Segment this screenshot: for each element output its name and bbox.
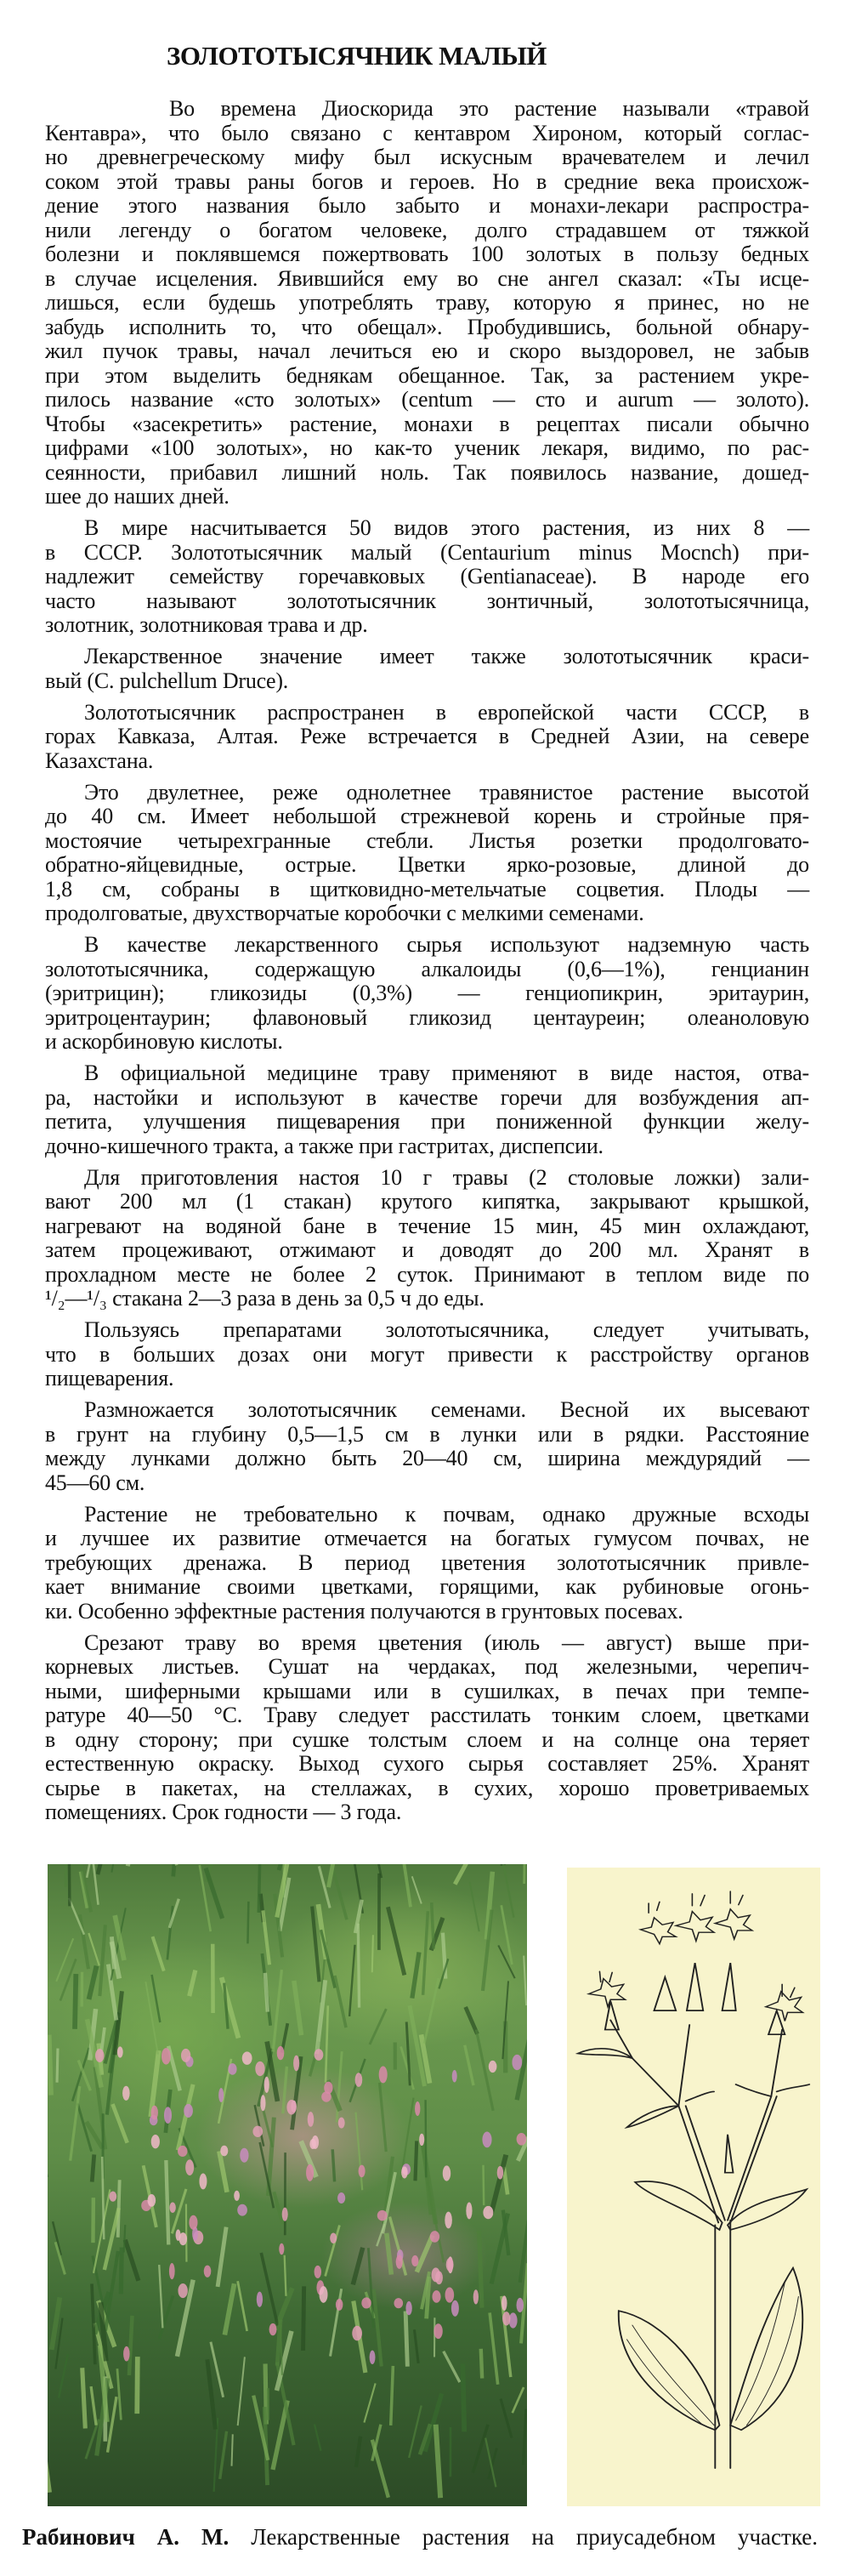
grass-blade: [219, 2151, 227, 2192]
grass-blade: [117, 2368, 121, 2420]
centaury-line-drawing: [567, 1868, 820, 2506]
text-line: дочно-кишечного тракта, а также при гастритах, диспепсии.: [45, 1133, 604, 1158]
text-line: Растение не требовательно к почвам, однако дружные всходы: [84, 1501, 809, 1527]
grass-blade: [137, 2357, 138, 2414]
pink-flower: [312, 2135, 319, 2149]
text-line: цифрами «100 золотых», но как-то ученик лекаря, видимо, по рас-: [45, 435, 809, 460]
pink-flower: [279, 2243, 284, 2255]
text-line: ¹/₂—¹/₃ стакана 2—3 раза в день за 0,5 ч до еды.: [45, 1286, 484, 1311]
grass-blade: [416, 2235, 433, 2272]
pink-flower: [228, 2063, 236, 2075]
pink-flower: [314, 2049, 324, 2061]
text-line: в СССР. Золототысячник малый (Centaurium minus Mocnch) при-: [45, 539, 809, 565]
text-line: и лучшее их развитие отмечается на богатых гумусом почвах, не: [45, 1526, 809, 1550]
paragraph: [45, 781, 809, 926]
grass-blade: [190, 1970, 196, 1996]
text-line: обратно-яйцевидные, острые. Цветки ярко-розовые, длиной до: [45, 852, 809, 877]
grass-blade: [159, 2265, 162, 2328]
text-line: вый (C. pulchellum Druce).: [45, 668, 289, 693]
grass-blade: [112, 2104, 127, 2143]
pink-flower: [269, 2323, 277, 2335]
grass-blade: [273, 1970, 281, 2052]
text-line: затем процеживают, отжимают и доводят до 200 мл. Хранят в: [45, 1237, 809, 1262]
pink-flower: [320, 2286, 328, 2303]
paragraph: [45, 1166, 809, 1311]
grass-blade: [238, 2357, 245, 2425]
text-line: эритроцентаурин; флавоновый гликозид центауреин; олеаноловую: [45, 1004, 809, 1030]
grass-blade: [412, 1876, 422, 1903]
plant-illustration: [567, 1868, 820, 2506]
text-line: между лунками должно быть 20—40 см, ширина междурядий —: [45, 1446, 809, 1470]
text-line: естественную окраску. Выход сухого сырья составляет 25%. Хранят: [45, 1751, 809, 1776]
grass-blade: [337, 2051, 342, 2122]
text-line: пищеварения.: [45, 1366, 174, 1390]
text-line: но древнегреческому мифу был искусным врачевателем и лечил: [45, 145, 809, 169]
grass-blade: [455, 1864, 469, 1885]
pink-flower: [151, 2106, 158, 2120]
grass-blade: [353, 2248, 363, 2285]
grass-blade: [71, 2086, 80, 2161]
text-line: до 40 см. Имеет небольшой стрежневой корень и стройные пря-: [45, 804, 809, 828]
grass-blade: [513, 2387, 524, 2413]
pink-flower: [293, 2056, 299, 2072]
pink-flower: [255, 2061, 264, 2076]
grass-blade: [166, 2160, 168, 2244]
grass-blade: [108, 2397, 117, 2452]
branch-leaves: [578, 2049, 809, 2128]
text-line: В качестве лекарственного сырья используют надземную часть: [84, 932, 809, 957]
grass-blade: [335, 1976, 346, 2027]
pink-flower: [184, 2104, 193, 2118]
text-line: и аскорбиновую кислоты.: [45, 1029, 283, 1054]
grass-blade: [356, 2113, 363, 2191]
pink-flower: [204, 2266, 212, 2277]
pink-flower: [95, 2049, 104, 2062]
text-line: дение этого названия было забыто и монахи-лекари распростра-: [45, 193, 809, 218]
pink-flower: [179, 2232, 187, 2245]
grass-blade: [414, 2329, 418, 2363]
grass-blade: [265, 1973, 268, 2012]
grass-blade: [326, 2005, 328, 2082]
text-line: нагревают на водяной бане в течение 15 мин, 45 мин охлаждают,: [45, 1213, 809, 1238]
grass-blade: [283, 2067, 287, 2113]
pink-flower: [419, 2134, 424, 2146]
grass-blade: [524, 1956, 526, 2006]
pink-flower: [451, 2300, 459, 2317]
grass-blade: [232, 2434, 233, 2465]
pink-flower: [234, 2191, 240, 2201]
pink-flower: [330, 2233, 337, 2243]
pink-flower: [257, 2292, 263, 2307]
grass-blade: [479, 2231, 482, 2308]
grass-blade: [332, 2149, 334, 2181]
grass-blade: [465, 2045, 473, 2085]
page-title: ЗОЛОТОТЫСЯЧНИК МАЛЫЙ: [167, 41, 547, 71]
grass-blade: [129, 2316, 133, 2375]
main-stem: [715, 2221, 730, 2468]
grass-blade: [152, 1936, 163, 1970]
pink-flower: [242, 2051, 252, 2064]
text-line: корневых листьев. Сушат на чердаках, под железными, черепич-: [45, 1654, 809, 1679]
grass-blade: [358, 1924, 359, 2008]
grass-blade: [59, 2354, 68, 2398]
branch-left: [678, 2025, 724, 2223]
text-line: в случае исцеления. Явившийся ему во сне ангел сказал: «Ты исце-: [45, 265, 809, 291]
pink-flower: [370, 2351, 376, 2364]
text-line: ратуре 40—50 °C. Траву следует расстилать тонким слоем, цветками: [45, 1703, 809, 1727]
grass-blade: [470, 1882, 479, 1931]
pink-flower: [466, 2203, 472, 2220]
text-line: в грунт на глубину 0,5—1,5 см в лунки или в рядки. Расстояние: [45, 1421, 809, 1447]
text-line: сырье в пакетах, на стеллажах, в сухих, хорошо проветриваемых: [45, 1775, 809, 1800]
text-line: вают 200 мл (1 стакан) крутого кипятка, закрывают крышкой,: [45, 1189, 809, 1214]
pink-flower: [169, 2203, 175, 2213]
text-line: что в больших дозах они могут привести к расстройству органов: [45, 1341, 809, 1367]
pink-flower: [237, 2204, 247, 2216]
text-line: забудь исполнить то, что обещал». Пробудившись, больной обнару-: [45, 314, 809, 339]
pink-flower: [432, 2290, 440, 2303]
photo-grass-texture: [48, 1864, 527, 2506]
grass-blade: [491, 2155, 506, 2214]
grass-blade: [111, 1864, 124, 1873]
text-line: при этом выделить беднякам обещанное. Так, за растением укре-: [45, 362, 809, 388]
text-line: жил пучок травы, начал лечиться ею и скоро выздоровел, не забыв: [45, 338, 809, 363]
pink-flower: [396, 2255, 403, 2269]
grass-blade: [387, 2233, 392, 2275]
text-line: продолговатые, двухстворчатые коробочки с мелкими семенами.: [45, 901, 644, 925]
grass-blade: [65, 1864, 66, 1887]
pink-flower: [502, 2312, 510, 2325]
text-line: нили легенду о богатом человеке, долго страдавшем от тяжкой: [45, 217, 809, 242]
grass-blade: [462, 2363, 464, 2431]
grass-blade: [89, 1966, 97, 1999]
pink-flower: [415, 2101, 420, 2116]
text-line: часто называют золототысячник зонтичный, золототысячница,: [45, 588, 809, 613]
pink-flower: [394, 2298, 403, 2308]
pink-flower: [446, 2258, 454, 2272]
source-caption: [22, 2522, 818, 2551]
grass-blade: [426, 2100, 427, 2177]
text-line: Пользуясь препаратами золототысячника, следует учитывать,: [84, 1317, 809, 1342]
text-line: петита, улучшения пищеварения при пониженной функции желу-: [45, 1109, 809, 1134]
paragraph: [45, 1503, 809, 1624]
text-line: Чтобы «засекретить» растение, монахи в рецептах писали обычно: [45, 411, 809, 436]
pink-flower: [517, 2133, 527, 2146]
grass-blade: [99, 1925, 105, 1996]
pink-flower: [473, 2289, 479, 2304]
pink-flower: [512, 2055, 522, 2070]
grass-blade: [247, 1902, 248, 1943]
pink-flower: [352, 2326, 362, 2341]
text-line: помещениях. Срок годности — 3 года.: [45, 1800, 402, 1824]
text-line: Срезают траву во время цветения (июль — август) выше при-: [84, 1629, 809, 1655]
pink-flower: [355, 2073, 363, 2087]
pink-flower: [122, 2086, 130, 2101]
text-line: В мире насчитывается 50 видов этого растения, из них 8 —: [84, 515, 809, 540]
pink-flower: [189, 2215, 197, 2230]
grass-blade: [98, 1864, 107, 1874]
pink-flower: [482, 2132, 491, 2148]
grass-blade: [496, 1864, 502, 1865]
flower-heads: [589, 1891, 803, 2021]
grass-blade: [412, 1952, 419, 1998]
pink-flower: [218, 2088, 224, 2102]
grass-blade: [57, 2049, 58, 2083]
pink-flower: [178, 2146, 188, 2157]
grass-blade: [380, 2083, 387, 2152]
grass-blade: [224, 2283, 234, 2334]
pink-flower: [379, 2066, 388, 2083]
text-line: Это двулетнее, реже однолетнее травянистое растение высотой: [84, 779, 809, 805]
text-line: соком этой травы раны богов и героев. Но в средние века происхож-: [45, 168, 809, 194]
grass-blade: [173, 1864, 179, 1876]
text-line: В официальной медицине траву применяют в виде настоя, отва-: [84, 1061, 809, 1085]
grass-blade: [405, 2312, 407, 2367]
text-line: ки. Особенно эффектные растения получаются в грунтовых посевах.: [45, 1598, 683, 1624]
grass-blade: [364, 2383, 375, 2422]
paragraph: [45, 701, 809, 774]
middle-leaf-left: [635, 2181, 722, 2230]
text-line: прохладном месте не более 2 суток. Принимают в теплом виде по: [45, 1261, 809, 1287]
grass-blade: [490, 2312, 498, 2384]
grass-blade: [485, 2438, 496, 2488]
grass-blade: [121, 2248, 122, 2295]
grass-blade: [391, 2366, 394, 2425]
text-line: Для приготовления настоя 10 г травы (2 столовые ложки) зали-: [84, 1164, 809, 1190]
grass-blade: [372, 1935, 373, 1972]
text-line: требующих дренажа. В период цветения золототысячник привле-: [45, 1550, 809, 1575]
text-line: ра, настойки и используют в качестве горечи для возбуждения ап-: [45, 1084, 809, 1110]
pink-flower: [443, 2165, 450, 2181]
grass-blade: [432, 1902, 434, 1949]
pink-flower: [162, 2048, 171, 2065]
grass-blade: [356, 2437, 360, 2467]
paragraph: [45, 516, 809, 638]
branch-far-left: [610, 2020, 678, 2106]
grass-blade: [75, 1974, 76, 2029]
text-line: золототысячника, содержащую алкалоиды (0,6—1%), генцианин: [45, 956, 809, 981]
pink-flower: [252, 2126, 263, 2137]
pink-flower: [282, 2208, 288, 2221]
text-line: шее до наших дней.: [45, 484, 230, 509]
top-buds: [605, 1963, 785, 2173]
grass-blade: [152, 1975, 161, 2022]
article-body: [45, 97, 809, 1832]
pink-flower: [260, 2095, 265, 2111]
grass-blade: [481, 2349, 482, 2379]
branch-right: [728, 2030, 782, 2223]
grass-blade: [349, 1945, 354, 2016]
grass-blade: [294, 1981, 302, 2035]
grass-blade: [403, 1864, 411, 1907]
text-line: 1,8 см, собраны в щитковидно-метельчатые соцветия. Плоды —: [45, 876, 809, 901]
paragraph: [45, 645, 809, 693]
pink-flower: [151, 2135, 160, 2148]
grass-blade: [444, 2351, 460, 2382]
pink-flower: [359, 2165, 366, 2178]
pink-flower: [430, 2231, 439, 2243]
plant-photo: [48, 1864, 527, 2506]
pink-flower: [199, 2173, 207, 2189]
pink-flower: [117, 2046, 123, 2057]
pink-flower: [401, 2166, 408, 2178]
text-line: мостоячие четырехгранные стебли. Листья розетки продолговато-: [45, 827, 809, 853]
pink-flower: [178, 2283, 187, 2298]
paragraph: [45, 97, 809, 509]
pink-flower: [324, 2082, 332, 2094]
pink-flower: [445, 2212, 452, 2229]
grass-blade: [220, 2431, 227, 2479]
grass-blade: [125, 2240, 139, 2281]
grass-blade: [372, 2440, 388, 2498]
grass-blade: [218, 2227, 226, 2287]
pink-flower: [220, 2146, 228, 2157]
grass-blade: [258, 1864, 260, 1913]
grass-blade: [370, 2009, 386, 2044]
pink-flower: [308, 2112, 314, 2127]
grass-blade: [333, 1870, 347, 1919]
grass-blade: [88, 1933, 99, 1965]
grass-blade: [261, 2253, 277, 2326]
grass-blade: [80, 1914, 88, 1969]
pink-flower: [497, 2166, 503, 2180]
text-line: лишься, если будешь употреблять траву, которую я принес, но не: [45, 290, 809, 315]
paragraph: [45, 1398, 809, 1495]
text-line: ными, шиферными крышами или в сушилках, в печах при темпе-: [45, 1678, 809, 1703]
grass-blade: [124, 2225, 126, 2252]
grass-blade: [49, 2035, 51, 2095]
pink-flower: [240, 2148, 248, 2163]
grass-blade: [55, 2242, 65, 2274]
grass-blade: [69, 1864, 70, 1906]
pink-flower: [277, 2046, 285, 2060]
grass-blade: [285, 2255, 286, 2296]
grass-blade: [406, 2022, 410, 2085]
text-line: Золототысячник распространен в европейской части СССР, в: [84, 699, 809, 725]
grass-blade: [524, 1864, 525, 1884]
grass-blade: [501, 2399, 512, 2438]
paragraph: [45, 1631, 809, 1825]
grass-blade: [111, 1936, 114, 1969]
grass-blade: [48, 2430, 49, 2493]
caption-title: Лекарственные растения на приусадебном участке.: [251, 2524, 819, 2550]
pink-flower: [516, 2298, 523, 2312]
pink-flower: [338, 2118, 345, 2129]
paragraph: [45, 933, 809, 1055]
grass-blade: [274, 2192, 282, 2224]
text-line: надлежит семейству горечавковых (Gentianaceae). В народе его: [45, 564, 809, 589]
text-line: кает внимание своими цветками, горящими, как рубиновые огонь-: [45, 1574, 809, 1599]
pink-flower: [411, 2255, 418, 2266]
grass-blade: [436, 2425, 440, 2498]
grass-blade: [415, 2141, 416, 2181]
grass-blade: [128, 1864, 144, 1866]
pink-flower: [169, 2263, 175, 2279]
pink-flower: [489, 2061, 497, 2073]
grass-blade: [72, 2048, 89, 2101]
pink-flower: [337, 2192, 345, 2204]
pink-flower: [483, 2206, 493, 2219]
text-line: пилось название «сто золотых» (centum — сто и aurum — золото).: [45, 387, 809, 412]
caption-author: Рабинович А. М.: [22, 2524, 230, 2550]
pink-flower: [405, 2301, 411, 2315]
pink-flower: [286, 2100, 296, 2115]
pink-flower: [445, 2287, 455, 2302]
pink-flower: [432, 2267, 440, 2282]
pink-flower: [434, 2323, 442, 2339]
grass-blade: [145, 1982, 158, 2054]
grass-blade: [523, 2409, 526, 2465]
text-line: Размножается золототысячник семенами. Весной их высевают: [84, 1397, 809, 1422]
paragraph: [45, 1061, 809, 1158]
text-line: (эритрицин); гликозиды (0,3%) — генциопикрин, эритаурин,: [45, 981, 809, 1005]
lower-leaf-right: [730, 2268, 802, 2431]
text-line: 45—60 см.: [45, 1470, 145, 1495]
grass-blade: [314, 2424, 321, 2450]
pink-flower: [185, 2159, 194, 2175]
text-line: горах Кавказа, Алтая. Реже встречается в Средней Азии, на севере: [45, 724, 809, 748]
grass-blade: [303, 2286, 304, 2351]
pink-flower: [264, 2077, 269, 2093]
pink-flower: [336, 2299, 343, 2311]
grass-blade: [91, 2386, 96, 2425]
grass-blade: [92, 2154, 94, 2181]
pink-flower: [314, 2266, 321, 2278]
grass-blade: [92, 2283, 95, 2364]
grass-blade: [368, 2248, 373, 2328]
grass-blade: [326, 2225, 340, 2276]
grass-blade: [238, 2281, 247, 2331]
grass-blade: [82, 2368, 86, 2428]
grass-blade: [388, 1907, 404, 1975]
grass-blade: [424, 1978, 439, 2043]
grass-blade: [423, 1911, 428, 1995]
grass-blade: [167, 1906, 173, 1959]
paragraph: [45, 1318, 809, 1391]
pink-flower: [123, 2346, 130, 2362]
text-line: золотник, золотниковая трава и др.: [45, 612, 368, 637]
pink-flower: [109, 2192, 116, 2202]
text-line: сеянности, прибавил лишний ноль. Так появилось название, дошед-: [45, 459, 809, 485]
grass-blade: [491, 2214, 507, 2284]
grass-blade: [473, 2425, 488, 2473]
text-line: Кентавра», что было связано с кентавром Хироном, который соглас-: [45, 120, 809, 145]
text-line: Казахстана.: [45, 748, 154, 773]
text-line: Во времена Диоскорида это растение называли «травой: [169, 96, 809, 121]
lower-leaf-left: [619, 2311, 720, 2430]
pink-flower: [164, 2107, 172, 2124]
middle-leaf-right: [728, 2189, 807, 2230]
pink-flower: [147, 2194, 156, 2207]
text-line: в одну сторону; при сушке толстым слоем и на солнце она теряет: [45, 1726, 809, 1752]
text-line: Лекарственное значение имеет также золототысячник краси-: [84, 644, 809, 668]
grass-blade: [428, 2182, 444, 2262]
pink-flower: [306, 2164, 314, 2181]
pink-flower: [361, 2297, 371, 2308]
pink-flower: [181, 2049, 190, 2062]
pink-flower: [502, 2295, 507, 2311]
pink-flower: [452, 2070, 457, 2083]
grass-blade: [87, 1864, 98, 1878]
pink-flower: [377, 2210, 388, 2221]
text-line: болезни и поклявшемся пожертвовать 100 золотых в пользу бедных: [45, 242, 809, 266]
grass-blade: [207, 2359, 216, 2429]
